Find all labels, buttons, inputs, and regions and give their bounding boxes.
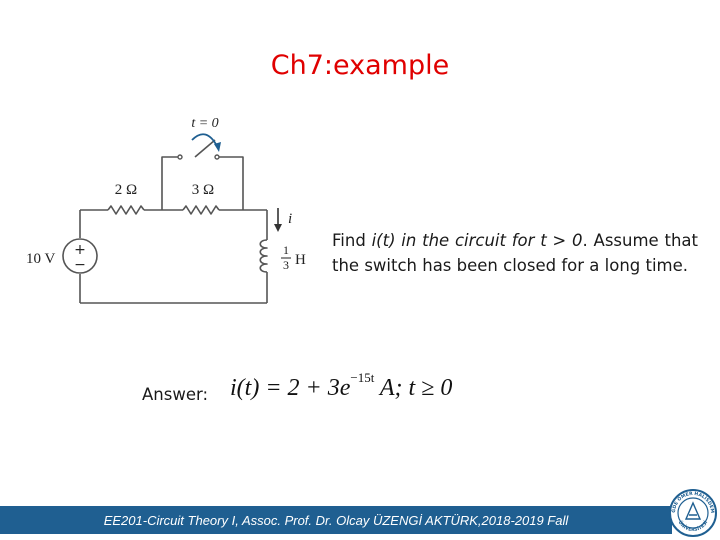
logo-bottom-text: ÜNİVERSİTESİ [676,520,710,534]
inductor-coil [260,240,267,272]
switch-arrow [192,134,217,146]
logo-top-text: ĞDE ÖMER HALİSDEM [671,491,715,514]
resistor-2ohm [108,206,144,214]
university-logo [668,488,718,538]
inductor-numerator: 1 [283,243,289,257]
wire-switch-left [162,157,180,210]
source-label: 10 V [26,251,56,267]
current-arrowhead [274,224,282,232]
footer-bar [0,506,672,534]
problem-text-1: Find [332,231,372,250]
slide-title: Ch7:example [270,50,450,81]
switch-contact-left [178,155,182,159]
wire-switch-right [217,157,243,210]
switch-contact-right [215,155,219,159]
footer-text: EE201-Circuit Theory I, Assoc. Prof. Dr. Olcay ÜZENGİ AKTÜRK,2018-2019 Fall [103,512,569,528]
circuit-diagram [20,108,320,318]
formula-rhs: A; t ≥ 0 [374,375,453,401]
r1-label: 2 Ω [114,182,138,198]
switch-label: t = 0 [191,116,219,131]
resistor-3ohm [183,206,219,214]
inductor-denominator: 3 [283,258,289,272]
source-minus: − [74,257,86,273]
current-label: i [288,211,293,227]
r2-label: 3 Ω [191,182,215,198]
answer-formula [230,370,453,402]
problem-var-t: t > 0 [540,231,583,250]
problem-text-2: in the circuit for [395,231,541,250]
answer-label: Answer: [142,385,209,404]
inductor-unit: H [295,252,306,268]
problem-text-3: . Assume that the switch has been closed for a long time. [332,231,698,275]
switch-blade [195,140,215,157]
problem-var-i: i(t) [371,231,396,250]
formula-exponent: −15t [350,370,375,385]
source-plus: + [74,242,86,258]
problem-statement [332,228,698,278]
formula-lhs: i(t) = 2 + 3e [230,375,351,401]
